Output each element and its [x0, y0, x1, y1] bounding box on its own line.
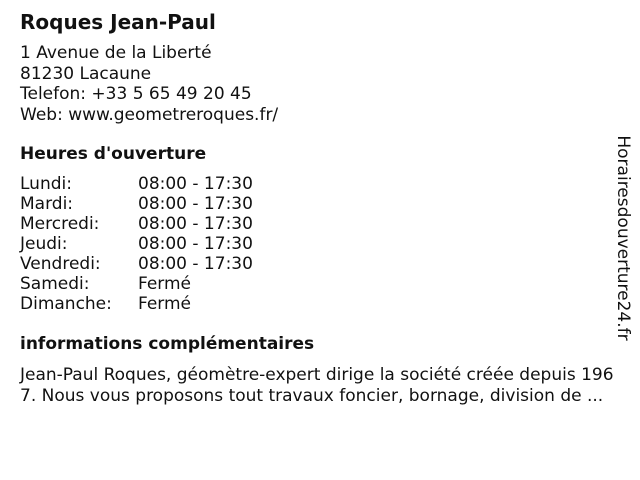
hours-row-friday [20, 254, 253, 274]
additional-info-title: informations complémentaires [20, 334, 315, 354]
postal-city: 81230 Lacaune [20, 63, 152, 84]
additional-info-text [20, 365, 632, 407]
opening-hours-table [20, 174, 253, 314]
site-watermark: Horairesdouverture24.fr [613, 135, 633, 341]
time-value: 08:00 - 17:30 [138, 234, 253, 254]
opening-hours-title: Heures d'ouverture [20, 144, 207, 164]
hours-row-wednesday [20, 214, 253, 234]
address-block [20, 43, 278, 125]
hours-row-thursday [20, 234, 253, 254]
time-value: Fermé [138, 294, 192, 314]
time-value: 08:00 - 17:30 [138, 194, 253, 214]
day-label: Jeudi: [20, 234, 68, 254]
time-value: 08:00 - 17:30 [138, 254, 253, 274]
time-value: Fermé [138, 274, 192, 294]
business-name: Roques Jean-Paul [20, 10, 216, 34]
website: Web: www.geometreroques.fr/ [20, 104, 279, 125]
street-address: 1 Avenue de la Liberté [20, 43, 212, 63]
hours-row-saturday [20, 274, 253, 294]
day-label: Mardi: [20, 194, 74, 214]
time-value: 08:00 - 17:30 [138, 214, 253, 234]
description-line: Jean-Paul Roques, géomètre-expert dirige la société créée depuis 196 [20, 365, 614, 385]
day-label: Vendredi: [20, 254, 101, 274]
hours-row-sunday [20, 294, 253, 314]
hours-row-monday [20, 174, 253, 194]
day-label: Dimanche: [20, 294, 112, 314]
phone-number: Telefon: +33 5 65 49 20 45 [20, 84, 252, 104]
day-label: Lundi: [20, 174, 72, 194]
hours-row-tuesday [20, 194, 253, 214]
description-line: 7. Nous vous proposons tout travaux foncier, bornage, division de ... [20, 386, 604, 406]
day-label: Samedi: [20, 274, 90, 294]
day-label: Mercredi: [20, 214, 100, 234]
time-value: 08:00 - 17:30 [138, 174, 253, 194]
